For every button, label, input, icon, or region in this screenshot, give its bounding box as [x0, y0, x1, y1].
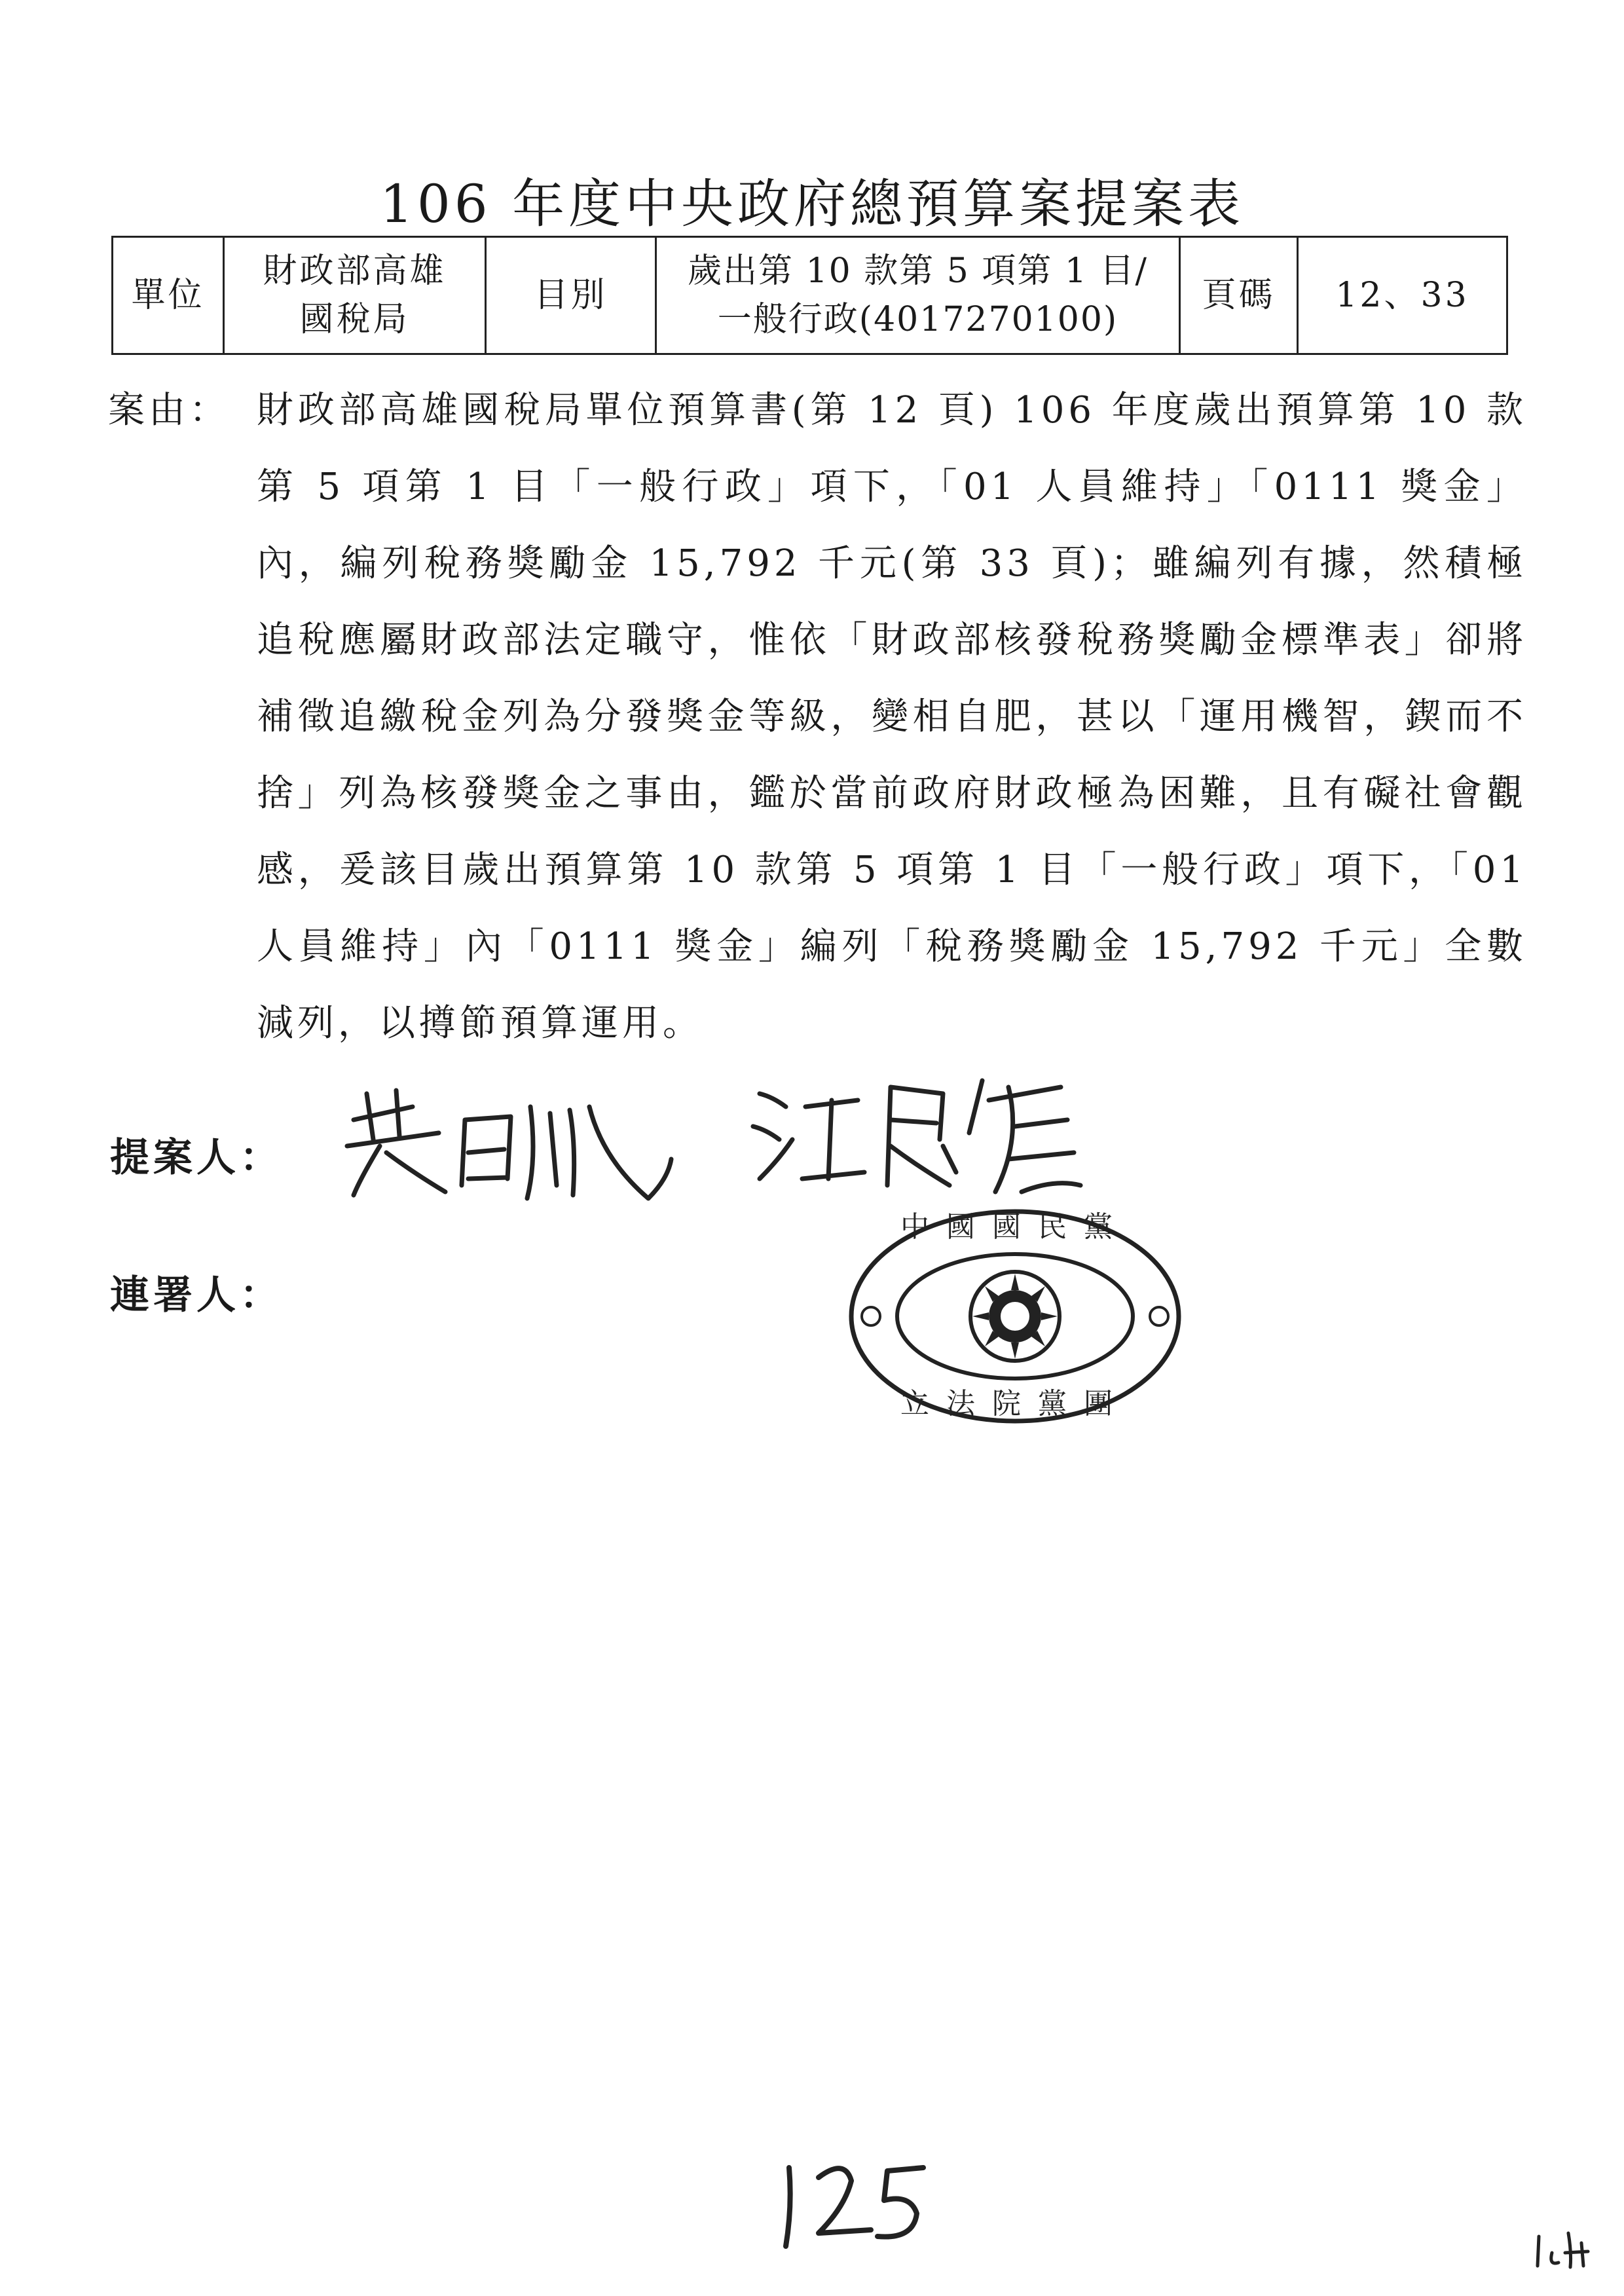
item-value-line2: 一般行政(4017270100) — [717, 300, 1118, 339]
unit-value-line2: 國稅局 — [299, 300, 410, 339]
unit-label: 單位 — [113, 237, 224, 354]
seal-top-text: 中國國民黨 — [900, 1210, 1130, 1244]
document-title: 106 年度中央政府總預算案提案表 — [379, 174, 1245, 234]
unit-value-line1: 財政部高雄 — [263, 251, 447, 291]
handwritten-corner-mark — [1532, 2227, 1591, 2272]
case-label: 案由： — [108, 389, 230, 432]
proposal-info-table — [111, 236, 1508, 355]
proposer-signature-2 — [747, 1061, 1087, 1205]
proposer-label: 提案人： — [110, 1135, 283, 1181]
unit-value — [224, 237, 486, 354]
table-row — [113, 237, 1507, 354]
proposer-signature-1 — [341, 1081, 681, 1212]
case-body: 財政部高雄國稅局單位預算書(第 12 頁) 106 年度歲出預算第 10 款第 5 項第 1 目「一般行政」項下，「01 人員維持」「0111 獎金」內，編列稅務獎勵金 15,792 千元(第 33 頁)；雖編列有據，然積極追稅應屬財政部法定職守，惟依「財政部核發稅務獎勵金標準表」卻將補徵追繳稅金列為分發獎金等級，變相自肥，甚以「運用機智，鍥而不捨」列為核發獎金之事由，鑑於當前政府財政極為困難，且有礙社會觀感，爰該目歲出預算第 10 款第 5 項第 1 目「一般行政」項下，「01 人員維持」內「0111 獎金」編列「稅務獎勵金 15,792 千元」全數減列，以撙節預算運用。 — [257, 389, 1528, 1045]
item-value-line1: 歲出第 10 款第 5 項第 1 目/ — [687, 251, 1149, 291]
item-label: 目別 — [486, 237, 656, 354]
handwritten-page-number — [773, 2155, 930, 2253]
party-seal — [845, 1205, 1185, 1428]
page-label: 頁碼 — [1180, 237, 1298, 354]
seal-bottom-text: 立法院黨團 — [900, 1387, 1130, 1420]
item-value — [656, 237, 1180, 354]
cosigner-label: 連署人： — [110, 1272, 283, 1318]
page-value: 12、33 — [1298, 237, 1507, 354]
